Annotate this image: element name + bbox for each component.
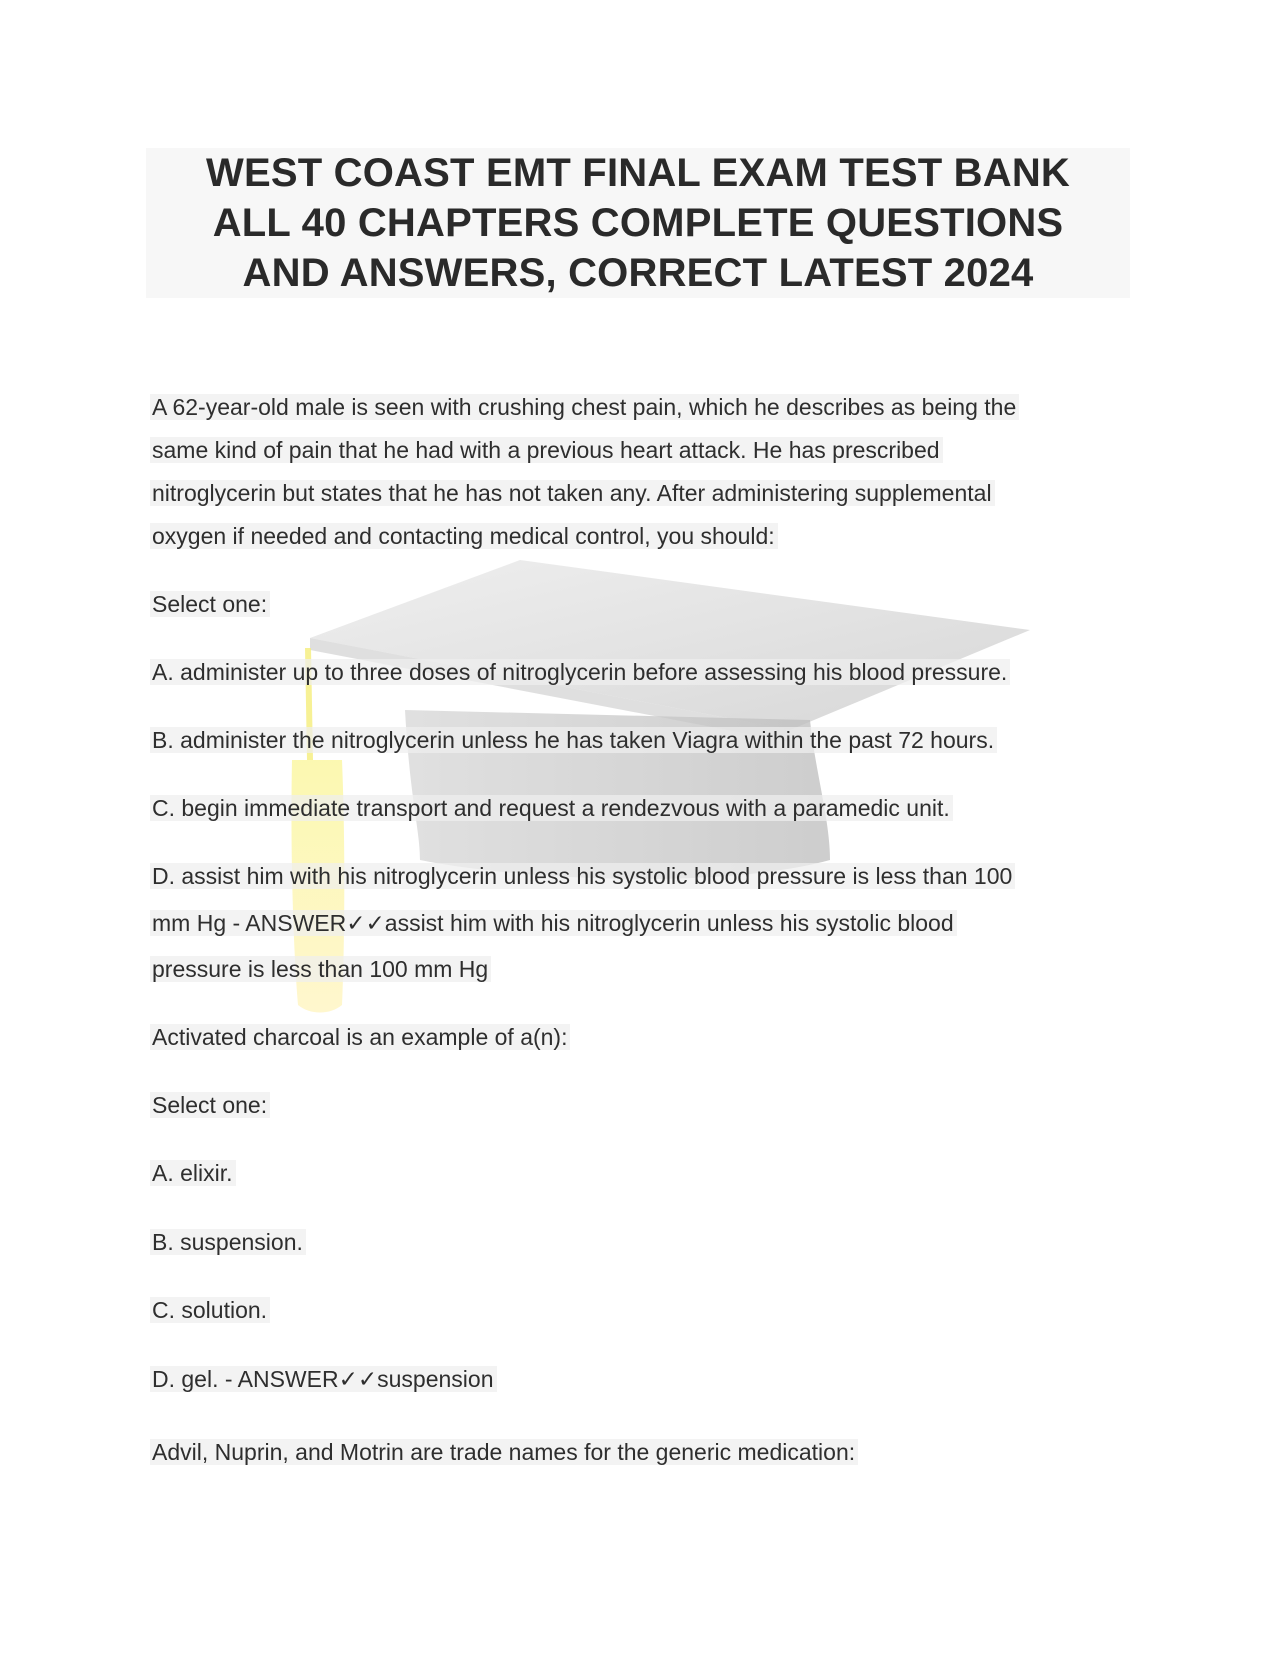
title-line-3: AND ANSWERS, CORRECT LATEST 2024 [242, 251, 1034, 295]
q1-option-d-line-3: pressure is less than 100 mm Hg [150, 952, 491, 986]
title-line-1: WEST COAST EMT FINAL EXAM TEST BANK [205, 151, 1071, 195]
q1-option-a: A. administer up to three doses of nitroglycerin before assessing his blood pressure. [150, 655, 1010, 689]
q1-option-d-line-2: mm Hg - ANSWER✓✓assist him with his nitroglycerin unless his systolic blood [150, 906, 957, 940]
title-banner [146, 148, 1130, 298]
q3-stem: Advil, Nuprin, and Motrin are trade names for the generic medication: [150, 1435, 858, 1469]
q2-option-b: B. suspension. [150, 1225, 306, 1259]
q1-option-d-line-1: D. assist him with his nitroglycerin unless his systolic blood pressure is less than 100 [150, 859, 1015, 893]
title-line-2: ALL 40 CHAPTERS COMPLETE QUESTIONS [212, 201, 1064, 245]
q1-option-b: B. administer the nitroglycerin unless he has taken Viagra within the past 72 hours. [150, 723, 997, 757]
q2-option-c: C. solution. [150, 1293, 270, 1327]
q1-option-c: C. begin immediate transport and request a rendezvous with a paramedic unit. [150, 791, 953, 825]
q1-stem-line-4: oxygen if needed and contacting medical control, you should: [150, 519, 778, 553]
q1-stem-line-1: A 62-year-old male is seen with crushing chest pain, which he describes as being the [150, 390, 1019, 424]
q1-stem-line-3: nitroglycerin but states that he has not taken any. After administering supplemental [150, 476, 995, 510]
q2-select-one: Select one: [150, 1088, 270, 1122]
document-title [146, 148, 1130, 298]
q2-option-d: D. gel. - ANSWER✓✓suspension [150, 1362, 497, 1396]
q2-stem: Activated charcoal is an example of a(n): [150, 1020, 570, 1054]
q1-select-one: Select one: [150, 587, 270, 621]
q2-option-a: A. elixir. [150, 1156, 236, 1190]
q1-stem-line-2: same kind of pain that he had with a previous heart attack. He has prescribed [150, 433, 943, 467]
